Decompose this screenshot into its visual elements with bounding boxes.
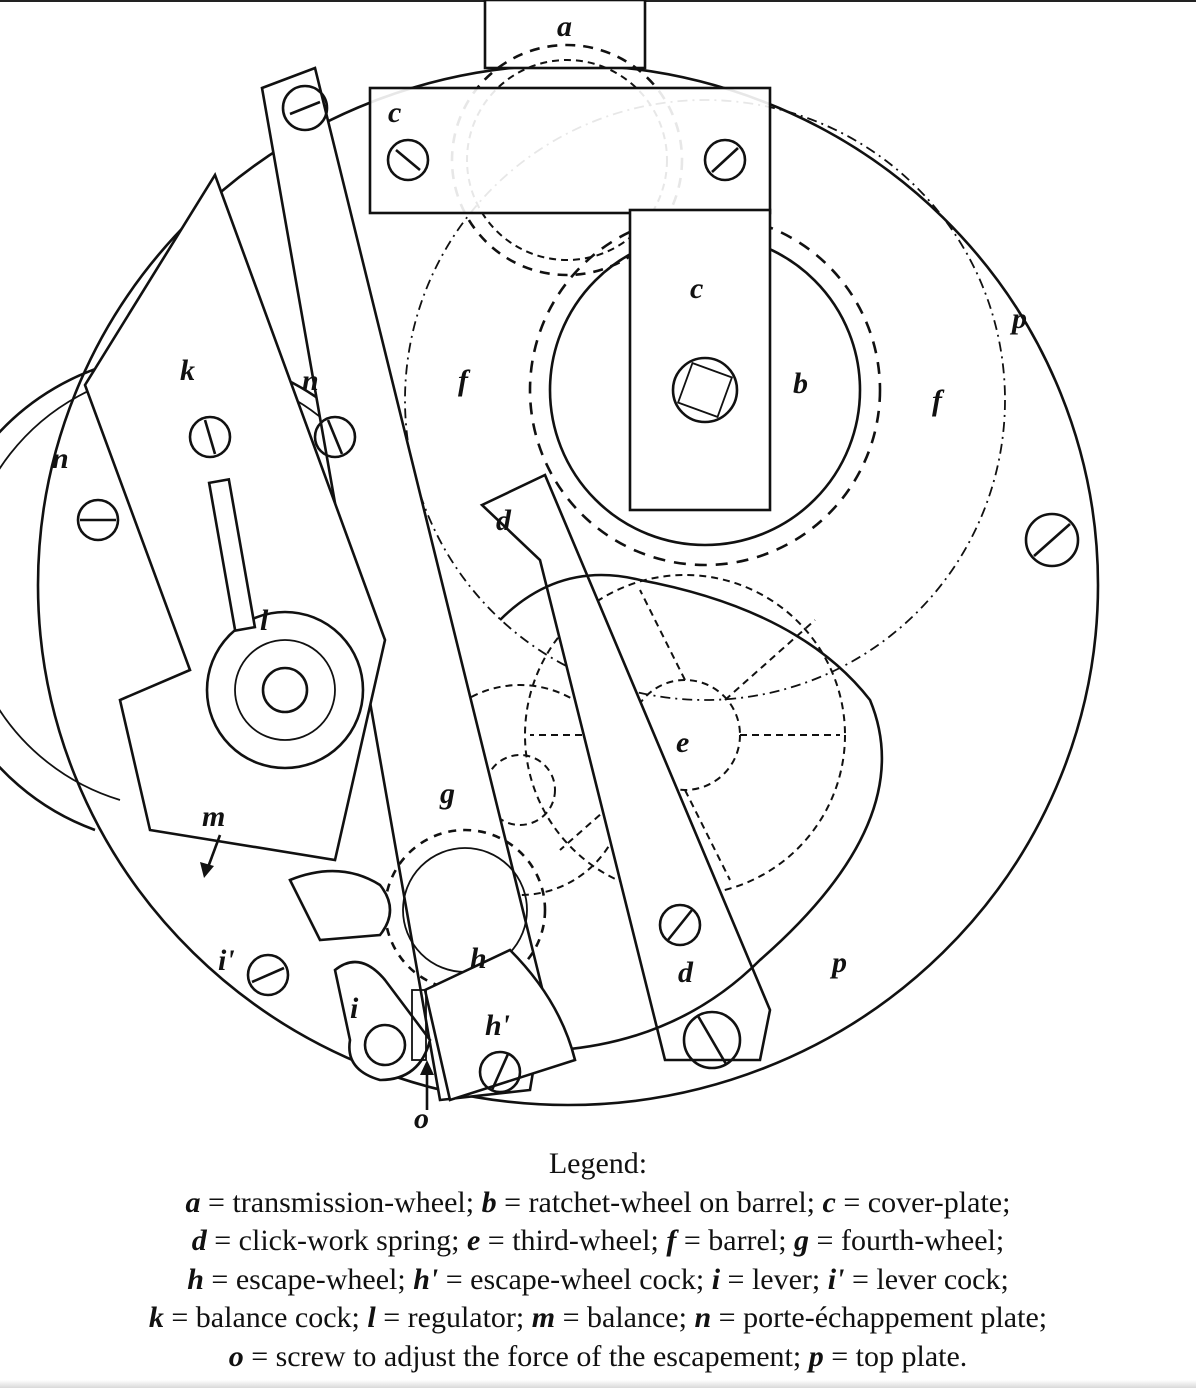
legend-description: = fourth-wheel; — [809, 1224, 1005, 1257]
label-c-upper: c — [388, 96, 402, 129]
legend-description: = screw to adjust the force of the escapement; — [243, 1339, 809, 1373]
bottom-shadow — [0, 1380, 1196, 1388]
legend-line — [0, 1222, 1196, 1261]
legend-description: = barrel; — [676, 1224, 795, 1257]
label-i-prime: i' — [218, 944, 235, 977]
legend-description: = regulator; — [375, 1301, 532, 1334]
legend-description: = cover-plate; — [835, 1185, 1011, 1219]
lever-cock — [290, 871, 390, 940]
label-g: g — [440, 777, 455, 810]
legend-key: h — [187, 1262, 204, 1296]
legend-key: h' — [413, 1262, 439, 1296]
label-o: o — [414, 1102, 429, 1135]
regulator-ring — [207, 612, 363, 768]
legend-key: f — [666, 1224, 677, 1257]
legend-description: = transmission-wheel; — [200, 1185, 482, 1219]
label-e: e — [676, 726, 690, 759]
label-m: m — [202, 800, 226, 833]
legend-line — [0, 1338, 1196, 1377]
legend-description: = lever; — [720, 1262, 828, 1296]
label-f-right: f — [932, 384, 942, 417]
legend-key: n — [694, 1301, 712, 1334]
legend-key: b — [481, 1185, 497, 1219]
legend-description: = escape-wheel cock; — [438, 1262, 712, 1296]
legend-description: = click-work spring; — [206, 1224, 467, 1257]
legend-key: k — [148, 1301, 164, 1334]
legend-description: = lever cock; — [844, 1262, 1009, 1296]
legend-lines — [0, 1184, 1196, 1377]
legend-key: o — [228, 1339, 244, 1373]
legend-key: g — [794, 1224, 810, 1257]
label-f-left: f — [458, 364, 468, 397]
legend-description: = balance cock; — [163, 1301, 368, 1334]
legend-line — [0, 1184, 1196, 1223]
label-l: l — [260, 604, 269, 637]
legend-key: i' — [827, 1262, 845, 1296]
screw-icon — [1026, 514, 1078, 566]
label-n-center: n — [302, 364, 319, 397]
cover-plate-vertical — [630, 210, 770, 510]
adjusting-screw-arrowhead — [420, 1060, 434, 1075]
label-c-vertical: c — [690, 272, 704, 305]
screw-icon — [248, 955, 288, 995]
legend-key: l — [367, 1301, 376, 1334]
label-d-lower: d — [678, 956, 693, 989]
legend-key: m — [531, 1301, 556, 1334]
legend-key: c — [822, 1185, 836, 1219]
label-n-left: n — [52, 442, 69, 475]
legend-title: Legend: — [548, 1147, 648, 1180]
label-k: k — [180, 354, 195, 387]
legend-key: p — [808, 1339, 824, 1373]
cover-plate-upper — [370, 88, 770, 213]
legend-key: i — [711, 1262, 721, 1296]
label-a: a — [557, 10, 572, 43]
legend-description: = ratchet-wheel on barrel; — [496, 1185, 823, 1219]
legend-description: = balance; — [555, 1301, 695, 1334]
legend-description: = third-wheel; — [480, 1224, 667, 1257]
legend-description: = top plate. — [823, 1339, 968, 1373]
label-d-upper: d — [496, 504, 511, 537]
label-p-lower: p — [832, 946, 847, 979]
screw-icon — [78, 500, 118, 540]
legend-description: = escape-wheel; — [203, 1262, 414, 1296]
legend — [0, 1145, 1196, 1376]
balance-arrowhead — [200, 862, 214, 878]
label-b: b — [793, 367, 808, 400]
legend-line — [0, 1261, 1196, 1300]
label-h-prime: h' — [485, 1009, 511, 1042]
legend-line — [0, 1299, 1196, 1338]
label-p-upper: p — [1012, 302, 1027, 335]
legend-key: e — [466, 1224, 481, 1257]
legend-key: a — [185, 1185, 201, 1219]
legend-key: d — [191, 1224, 207, 1257]
label-h: h — [470, 942, 487, 975]
label-i: i — [350, 992, 359, 1025]
legend-description: = porte-échappement plate; — [711, 1301, 1048, 1334]
